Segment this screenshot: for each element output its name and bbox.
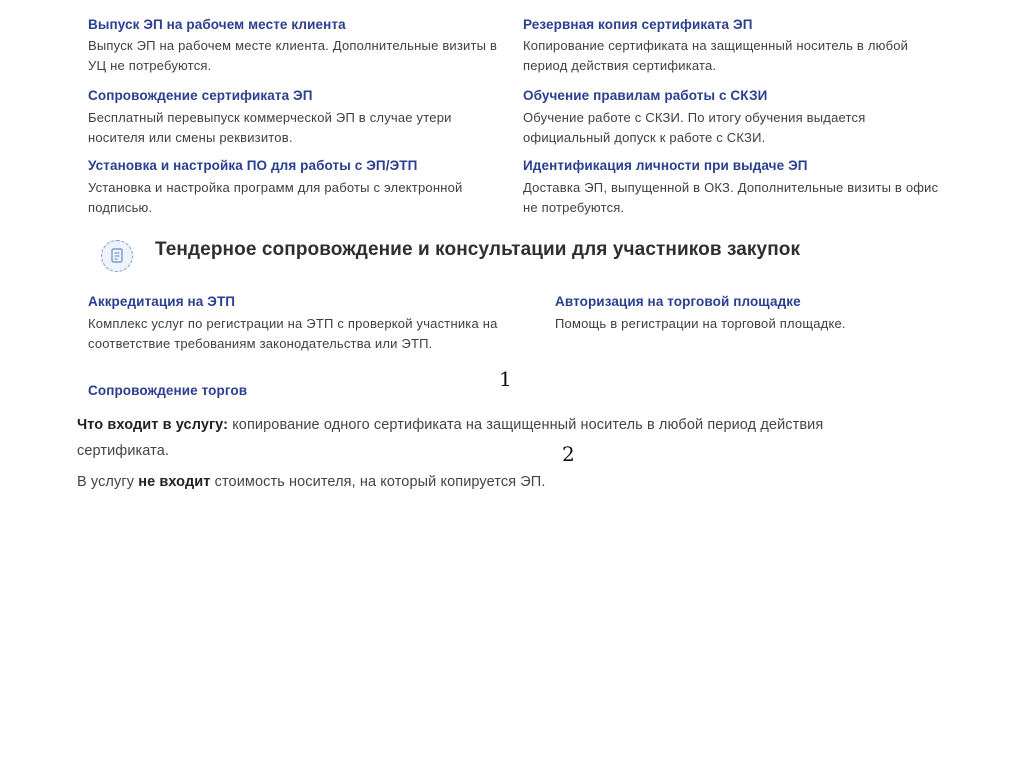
service-title-etp-accreditation[interactable]: Аккредитация на ЭТП: [88, 294, 236, 309]
excluded-paragraph: [77, 469, 897, 495]
service-desc-skzi-training: Обучение работе с СКЗИ. По итогу обучения выдается официальный допуск к работе с СКЗИ.: [523, 110, 866, 145]
included-paragraph: [77, 412, 897, 464]
service-title-skzi-training[interactable]: Обучение правилам работы с СКЗИ: [523, 88, 768, 103]
excluded-prefix: В услугу: [77, 474, 139, 490]
service-desc-etp-accreditation: Комплекс услуг по регистрации на ЭТП с проверкой участника на соответствие требованиям законодательства или ЭТП.: [88, 316, 498, 351]
service-title-backup-cert[interactable]: Резервная копия сертификата ЭП: [523, 17, 753, 32]
service-title-issue-ep[interactable]: Выпуск ЭП на рабочем месте клиента: [88, 17, 346, 32]
service-desc-backup-cert: Копирование сертификата на защищенный носитель в любой период действия сертификата.: [523, 38, 909, 73]
service-desc-identification: Доставка ЭП, выпущенной в ОКЗ. Дополнительные визиты в офис не потребуются.: [523, 180, 939, 215]
marker-2: 2: [562, 442, 575, 466]
service-desc-platform-auth: Помощь в регистрации на торговой площадке.: [555, 316, 846, 331]
service-title-software-setup[interactable]: Установка и настройка ПО для работы с ЭП/ЭТП: [88, 158, 418, 173]
document-badge-icon: [101, 240, 133, 272]
service-title-platform-auth[interactable]: Авторизация на торговой площадке: [555, 294, 801, 309]
included-text: копирование одного сертификата на защищенный носитель в любой период действия сертификата.: [77, 417, 824, 459]
service-title-auction-support[interactable]: Сопровождение торгов: [88, 383, 248, 398]
included-label: Что входит в услугу:: [77, 417, 229, 433]
excluded-bold: не входит: [138, 474, 211, 490]
service-desc-issue-ep: Выпуск ЭП на рабочем месте клиента. Дополнительные визиты в УЦ не потребуются.: [88, 38, 498, 73]
marker-1: 1: [499, 367, 512, 391]
service-desc-software-setup: Установка и настройка программ для работы с электронной подписью.: [88, 180, 463, 215]
excluded-suffix: стоимость носителя, на который копируется ЭП.: [210, 474, 546, 490]
service-title-cert-support[interactable]: Сопровождение сертификата ЭП: [88, 88, 313, 103]
service-desc-cert-support: Бесплатный перевыпуск коммерческой ЭП в случае утери носителя или смены реквизитов.: [88, 110, 452, 145]
service-title-identification[interactable]: Идентификация личности при выдаче ЭП: [523, 158, 808, 173]
tender-section-title: Тендерное сопровождение и консультации для участников закупок: [155, 239, 801, 260]
